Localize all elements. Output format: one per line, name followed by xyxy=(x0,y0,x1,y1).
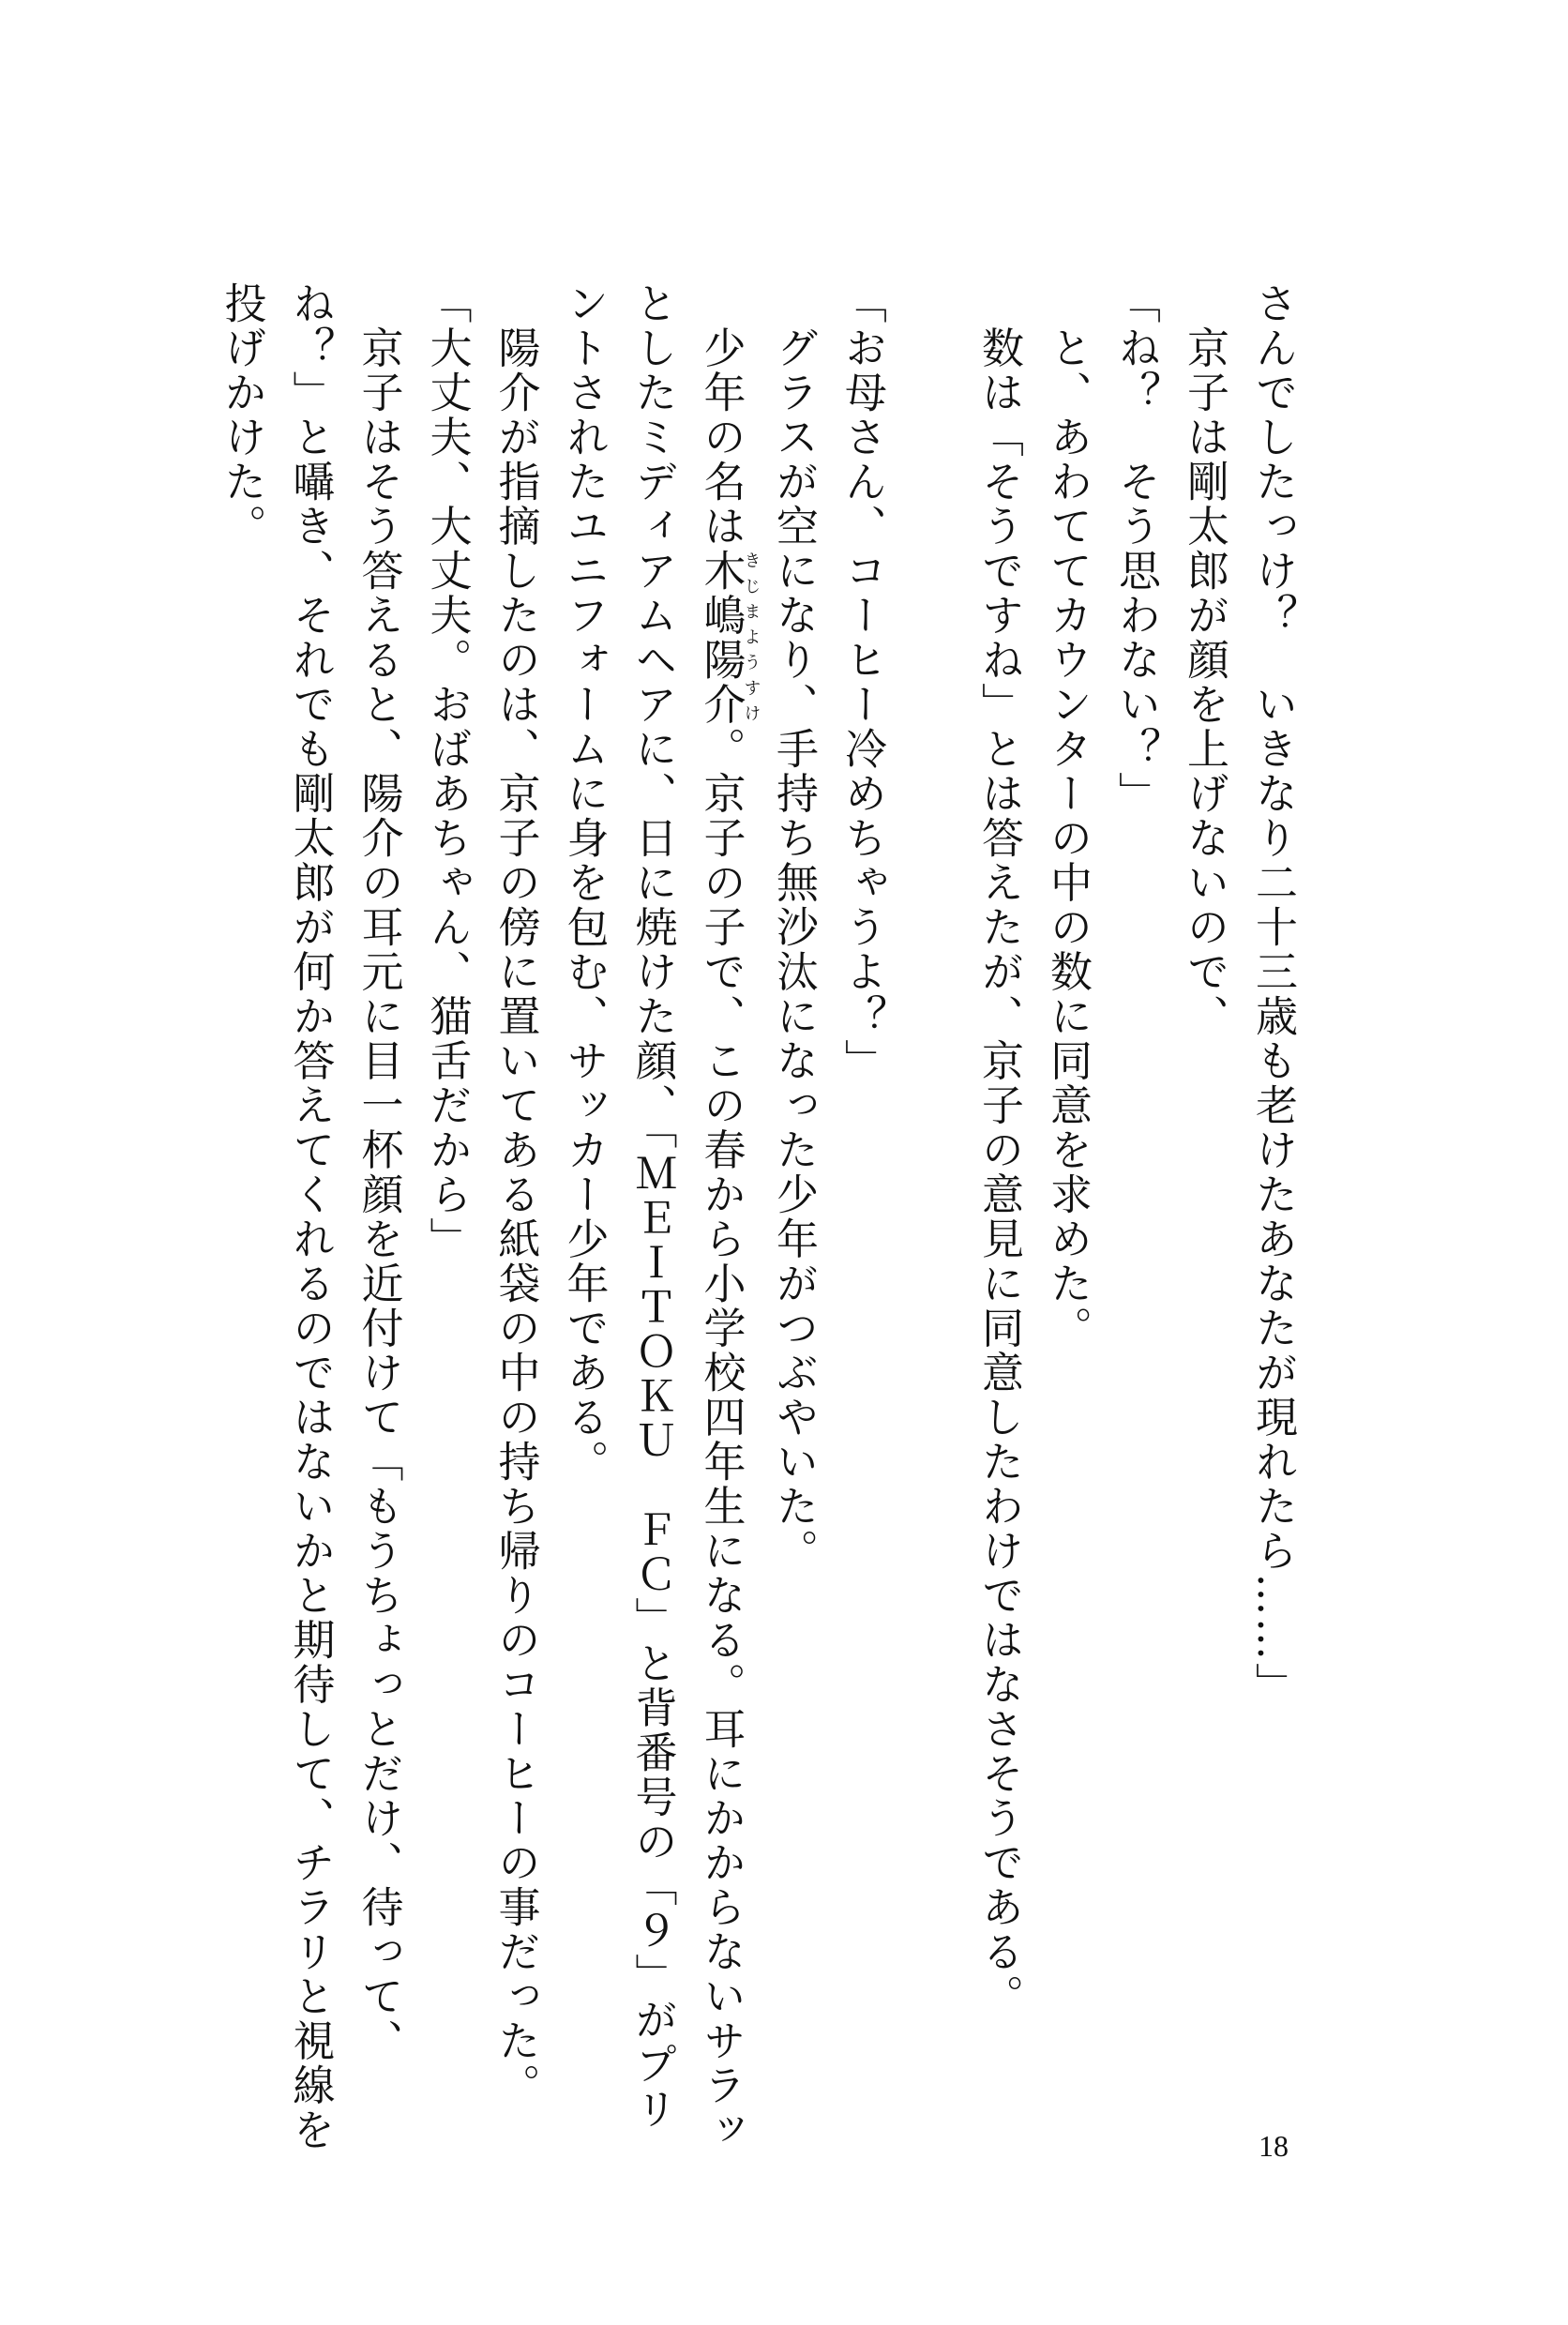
text-line: 京子は剛太郎が顔を上げないので、 xyxy=(1180,281,1229,1039)
text-line: ね？」と囁き、それでも剛太郎が何か答えてくれるのではないかと期待して、チラリと視線を xyxy=(285,281,336,2152)
text-line: 投げかけた。 xyxy=(217,281,267,549)
blank-line xyxy=(897,281,965,2045)
text-line: と、あわててカウンターの中の数に同意を求めた。 xyxy=(1043,281,1093,1351)
text-line: としたミディアムヘアに、日に焼けた顔、「ＭＥＩＴＯＫＵ ＦＣ」と背番号の「９」がプリ xyxy=(627,281,678,2132)
text-line: 「大丈夫、大丈夫。おばあちゃん、猫舌だから」 xyxy=(422,281,473,1261)
text-line: グラスが空になり、手持ち無沙汰になった少年がつぶやいた。 xyxy=(769,281,819,1574)
text-line: 「お母さん、コーヒー冷めちゃうよ？」 xyxy=(837,281,887,1083)
text-line: 数は「そうですね」とは答えたが、京子の意見に同意したわけではなさそうである。 xyxy=(974,281,1024,2019)
text-line: さんでしたっけ？ いきなり二十三歳も老けたあなたが現れたら……」 xyxy=(1248,281,1298,1707)
text-line-with-ruby: 少年の名は木嶋陽介きじまようすけ。京子の子で、この春から小学校四年生になる。耳にかからないサラッ xyxy=(696,281,761,2152)
page-number: 18 xyxy=(1259,2129,1289,2163)
text-line: ントされたユニフォームに身を包む、サッカー少年である。 xyxy=(559,281,610,1485)
ruby-name: 木嶋陽介きじまようすけ xyxy=(696,549,761,727)
text-line: 「ね？ そう思わない？」 xyxy=(1111,281,1161,816)
text-line: 陽介が指摘したのは、京子の傍に置いてある紙袋の中の持ち帰りのコーヒーの事だった。 xyxy=(490,281,541,2108)
ruby-reading: きじまようすけ xyxy=(741,549,761,727)
text-line: 京子はそう答えると、陽介の耳元に目一杯顔を近付けて「もうちょっとだけ、待って、 xyxy=(354,281,404,2063)
